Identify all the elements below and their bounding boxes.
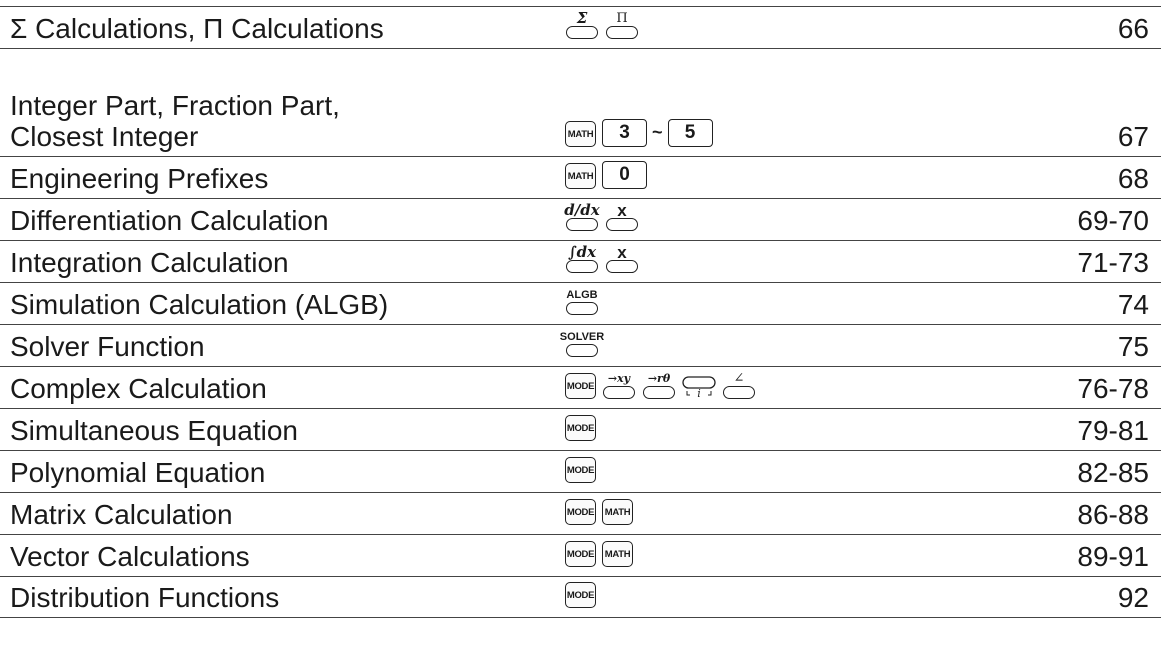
pi-key-icon	[605, 9, 639, 39]
function-title: Polynomial Equation	[10, 457, 266, 488]
key-label: ∠	[733, 371, 745, 386]
function-title: Differentiation Calculation	[10, 205, 329, 236]
page-number: 75	[1117, 331, 1149, 362]
key-label: d/dx	[564, 201, 600, 219]
solver-key-icon	[559, 327, 605, 357]
key-cap	[566, 26, 598, 39]
key-label: ALGB	[566, 289, 598, 301]
table-row	[0, 576, 1161, 618]
key-sequence	[559, 327, 605, 357]
table-row	[0, 282, 1161, 324]
key-sequence	[565, 9, 639, 39]
sigma-key-icon	[565, 9, 599, 39]
key-sequence	[565, 369, 756, 399]
x-key-icon	[605, 243, 639, 273]
page-number: 76-78	[1077, 373, 1149, 404]
table-row	[0, 198, 1161, 240]
five-key-icon: 5	[668, 119, 713, 147]
key-cap	[566, 260, 598, 273]
page-number: 79-81	[1077, 415, 1149, 446]
key-sequence	[565, 537, 633, 567]
math-key-icon: MATH	[602, 541, 633, 567]
function-title: Distribution Functions	[10, 582, 280, 613]
key-label: Σ	[576, 9, 588, 27]
key-cap	[566, 302, 598, 315]
page-number: 74	[1117, 289, 1149, 320]
table-row	[0, 408, 1161, 450]
integral-key-icon	[565, 243, 599, 273]
table-row	[0, 6, 1161, 48]
key-label: i	[697, 387, 701, 399]
mode-key-icon: MODE	[565, 582, 596, 608]
page-number: 66	[1117, 13, 1149, 44]
key-cap	[566, 218, 598, 231]
page-number: 67	[1117, 121, 1149, 152]
function-title: Σ Calculations, Π Calculations	[10, 13, 384, 44]
function-title: Complex Calculation	[10, 373, 267, 404]
key-sequence	[565, 117, 713, 147]
function-title: Vector Calculations	[10, 541, 250, 572]
function-title: Matrix Calculation	[10, 499, 233, 530]
key-sequence	[565, 285, 599, 315]
imaginary-i-key-icon	[682, 369, 716, 399]
table-row	[0, 240, 1161, 282]
key-sequence	[565, 159, 647, 189]
mode-key-icon: MODE	[565, 499, 596, 525]
function-title: Simultaneous Equation	[10, 415, 298, 446]
key-cap	[566, 344, 598, 357]
table-row	[0, 450, 1161, 492]
key-cap	[606, 218, 638, 231]
key-cap	[606, 26, 638, 39]
function-title: Integration Calculation	[10, 247, 289, 278]
x-key-icon	[605, 201, 639, 231]
key-cap	[603, 386, 635, 399]
range-tilde-icon: ~	[652, 122, 663, 142]
key-cap	[606, 260, 638, 273]
key-label: →rθ	[647, 372, 671, 385]
table-row	[0, 324, 1161, 366]
key-label: x	[617, 243, 627, 262]
algb-key-icon	[565, 285, 599, 315]
key-label: SOLVER	[559, 331, 605, 343]
zero-key-icon: 0	[602, 161, 647, 189]
table-row	[0, 156, 1161, 198]
key-sequence	[565, 578, 596, 608]
table-row	[0, 48, 1161, 156]
page-number: 71-73	[1077, 247, 1149, 278]
page-number: 92	[1117, 582, 1149, 613]
key-cap	[723, 386, 755, 399]
key-sequence	[565, 453, 596, 483]
page-number: 86-88	[1077, 499, 1149, 530]
table-row	[0, 366, 1161, 408]
table-row	[0, 534, 1161, 576]
mode-key-icon: MODE	[565, 415, 596, 441]
mode-key-icon: MODE	[565, 373, 596, 399]
key-cap	[643, 386, 675, 399]
mode-key-icon: MODE	[565, 457, 596, 483]
key-sequence	[565, 495, 633, 525]
math-key-icon: MATH	[602, 499, 633, 525]
math-key-icon: MATH	[565, 121, 596, 147]
angle-key-icon	[722, 369, 756, 399]
key-label: x	[617, 201, 627, 220]
key-sequence	[565, 201, 639, 231]
key-sequence	[565, 243, 639, 273]
function-title: Solver Function	[10, 331, 205, 362]
table-row	[0, 492, 1161, 534]
to-r-theta-key-icon	[642, 369, 676, 399]
key-label: →xy	[607, 372, 631, 385]
page-number: 68	[1117, 163, 1149, 194]
function-title: Engineering Prefixes	[10, 163, 269, 194]
math-key-icon: MATH	[565, 163, 596, 189]
to-xy-key-icon	[602, 369, 636, 399]
three-key-icon: 3	[602, 119, 647, 147]
page-number: 89-91	[1077, 541, 1149, 572]
key-sequence	[565, 411, 596, 441]
function-title: Simulation Calculation (ALGB)	[10, 289, 389, 320]
key-label: Π	[616, 11, 628, 26]
ddx-key-icon	[565, 201, 599, 231]
mode-key-icon: MODE	[565, 541, 596, 567]
function-title: Integer Part, Fraction Part, Closest Integer	[10, 90, 340, 152]
key-label: ∫dx	[567, 243, 597, 261]
page-number: 82-85	[1077, 457, 1149, 488]
page-number: 69-70	[1077, 205, 1149, 236]
